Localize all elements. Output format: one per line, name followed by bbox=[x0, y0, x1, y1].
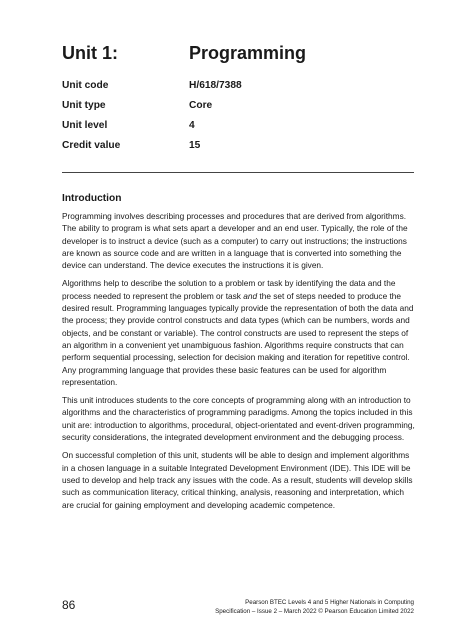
section-divider bbox=[62, 172, 414, 173]
intro-paragraph-1: Programming involves describing processes and procedures that are derived from algorithms. The ability to program is what sets apart a developer and an end user. Typically, the role of the developer is to instruct a device (such as a computer) to carry out instructions; the instructions are known as source code and are written in a language that is converted into something the device can understand. The device executes the instructions it is given. bbox=[62, 211, 408, 271]
unit-level-value: 4 bbox=[189, 120, 195, 131]
unit-level-row bbox=[62, 119, 422, 139]
unit-code-row bbox=[62, 79, 422, 99]
intro-paragraph-2-text-end: the set of steps needed to produce the desired result. Programming languages typically provide the representation of both the data and the process; they provide control constructs and data types (which can be numbers, words and objects, and be constant or variable). The control constructs are used to represent the steps of an algorithm in a convenient yet unambiguous fashion. Algorithms require constructs that can perform sequential processing, selection for decision making and iteration for repetitive control. Any programming language that provides these basic features can be used for algorithm representation. bbox=[62, 290, 414, 387]
intro-paragraph-2 bbox=[62, 277, 416, 388]
unit-info-table bbox=[62, 79, 422, 159]
credit-value-row bbox=[62, 139, 422, 159]
footer-line-1: Pearson BTEC Levels 4 and 5 Higher Nationals in Computing bbox=[245, 599, 414, 606]
introduction-heading: Introduction bbox=[62, 193, 122, 204]
footer-publication-info bbox=[154, 598, 414, 616]
unit-code-value: H/618/7388 bbox=[189, 80, 242, 91]
unit-level-label: Unit level bbox=[62, 120, 108, 131]
unit-code-label: Unit code bbox=[62, 80, 109, 91]
intro-paragraph-4: On successful completion of this unit, students will be able to design and implement algorithms in a chosen language in a suitable Integrated Development Environment (IDE). This IDE will be used to develop and help track any issues with the code. As a result, students will develop skills such as communication literacy, critical thinking, analysis, reasoning and interpretation, which are crucial for gaining employment and developing academic competence. bbox=[62, 450, 413, 510]
page-number: 86 bbox=[62, 598, 76, 612]
unit-type-row bbox=[62, 99, 422, 119]
unit-number-label: Unit 1: bbox=[62, 43, 118, 63]
introduction-body bbox=[62, 210, 416, 517]
intro-paragraph-2-emphasis: and bbox=[243, 290, 258, 301]
intro-paragraph-2-text-start: Algorithms help to describe the solution to a problem or task by identifying the data and the process needed to represent the problem or task bbox=[62, 278, 396, 301]
unit-name: Programming bbox=[189, 43, 307, 63]
unit-type-value: Core bbox=[189, 100, 213, 111]
unit-type-label: Unit type bbox=[62, 100, 106, 111]
footer-line-2: Specification – Issue 2 – March 2022 © Pearson Education Limited 2022 bbox=[215, 608, 414, 615]
credit-value-label: Credit value bbox=[62, 140, 121, 151]
credit-value-value: 15 bbox=[189, 140, 201, 151]
intro-paragraph-3: This unit introduces students to the core concepts of programming along with an introduction to algorithms and the characteristics of programming paradigms. Among the topics included in this unit are: introduction to algorithms, procedural, object-orientated and event-driven programming, security considerations, the integrated development environment and the debugging process. bbox=[62, 395, 415, 443]
